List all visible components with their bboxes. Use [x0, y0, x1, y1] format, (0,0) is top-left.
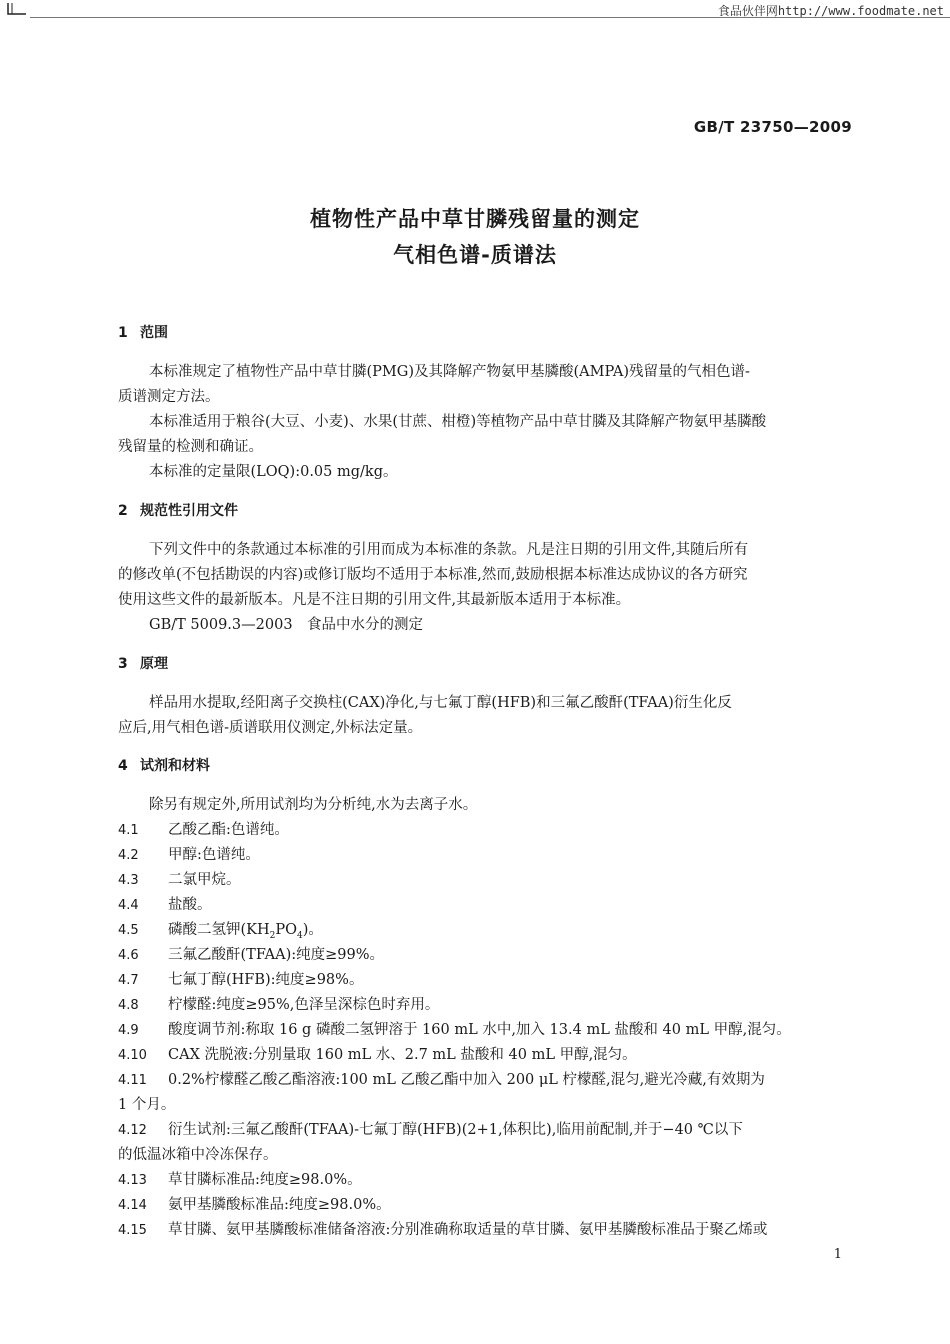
paragraph-line: 的修改单(不包括勘误的内容)或修订版均不适用于本标准,然而,鼓励根据本标准达成协议的各方研究 [118, 567, 748, 583]
header-rule [30, 17, 950, 18]
list-item: 4.11 0.2%柠檬醛乙酸乙酯溶液:100 mL 乙酸乙酯中加入 200 μL 柠檬醛,混匀,避光冷藏,有效期为 [118, 1072, 765, 1088]
scan-corner-mark [6, 2, 28, 16]
document-title: 植物性产品中草甘膦残留量的测定 [310, 207, 640, 231]
paragraph-line: 样品用水提取,经阳离子交换柱(CAX)净化,与七氟丁醇(HFB)和三氟乙酸酐(TFAA)衍生化反 [149, 695, 732, 711]
list-item: 4.14 氨甲基膦酸标准品:纯度≥98.0%。 [118, 1197, 391, 1213]
section-heading: 3 原理 [118, 656, 168, 672]
paragraph-line: 本标准适用于粮谷(大豆、小麦)、水果(甘蔗、柑橙)等植物产品中草甘膦及其降解产物氨甲基膦酸 [149, 414, 767, 430]
paragraph-line: 使用这些文件的最新版本。凡是不注日期的引用文件,其最新版本适用于本标准。 [118, 592, 631, 608]
list-item-continuation: 的低温冰箱中冷冻保存。 [118, 1147, 278, 1163]
list-item-continuation: 1 个月。 [118, 1097, 176, 1113]
paragraph-line: 除另有规定外,所用试剂均为分析纯,水为去离子水。 [149, 797, 478, 813]
paragraph-line: 本标准的定量限(LOQ):0.05 mg/kg。 [149, 464, 398, 480]
list-item: 4.1 乙酸乙酯:色谱纯。 [118, 822, 289, 838]
list-item: 4.2 甲醇:色谱纯。 [118, 847, 260, 863]
standard-number: GB/T 23750—2009 [693, 118, 852, 136]
paragraph-line: 应后,用气相色谱-质谱联用仪测定,外标法定量。 [118, 720, 423, 736]
paragraph-line: 质谱测定方法。 [118, 389, 220, 405]
page-number: 1 [833, 1247, 842, 1262]
section-heading: 1 范围 [118, 325, 168, 341]
paragraph-line: 本标准规定了植物性产品中草甘膦(PMG)及其降解产物氨甲基膦酸(AMPA)残留量的气相色谱- [149, 364, 750, 380]
document-subtitle: 气相色谱-质谱法 [393, 243, 557, 267]
paragraph-line: 残留量的检测和确证。 [118, 439, 263, 455]
list-item: 4.4 盐酸。 [118, 897, 212, 913]
list-item: 4.12 衍生试剂:三氟乙酸酐(TFAA)-七氟丁醇(HFB)(2+1,体积比),临用前配制,并于−40 ℃以下 [118, 1122, 743, 1138]
list-item: 4.15 草甘膦、氨甲基膦酸标准储备溶液:分别准确称取适量的草甘膦、氨甲基膦酸标准品于聚乙烯或 [118, 1222, 768, 1238]
reference-line: GB/T 5009.3—2003 食品中水分的测定 [149, 617, 424, 633]
section-heading: 4 试剂和材料 [118, 758, 210, 774]
list-item: 4.8 柠檬醛:纯度≥95%,色泽呈深棕色时弃用。 [118, 997, 440, 1013]
list-item: 4.10 CAX 洗脱液:分别量取 160 mL 水、2.7 mL 盐酸和 40 mL 甲醇,混匀。 [118, 1047, 637, 1063]
list-item: 4.7 七氟丁醇(HFB):纯度≥98%。 [118, 972, 364, 988]
list-item: 4.6 三氟乙酸酐(TFAA):纯度≥99%。 [118, 947, 384, 963]
list-item: 4.5 磷酸二氢钾$(KH_2PO_4)$。 [118, 922, 323, 941]
list-item: 4.13 草甘膦标准品:纯度≥98.0%。 [118, 1172, 362, 1188]
list-item: 4.3 二氯甲烷。 [118, 872, 241, 888]
watermark: 食品伙伴网http://www.foodmate.net [717, 4, 944, 18]
list-item: 4.9 酸度调节剂:称取 16 g 磷酸二氢钾溶于 160 mL 水中,加入 13.4 mL 盐酸和 40 mL 甲醇,混匀。 [118, 1022, 791, 1038]
paragraph-line: 下列文件中的条款通过本标准的引用而成为本标准的条款。凡是注日期的引用文件,其随后所有 [149, 542, 749, 558]
section-heading: 2 规范性引用文件 [118, 503, 238, 519]
